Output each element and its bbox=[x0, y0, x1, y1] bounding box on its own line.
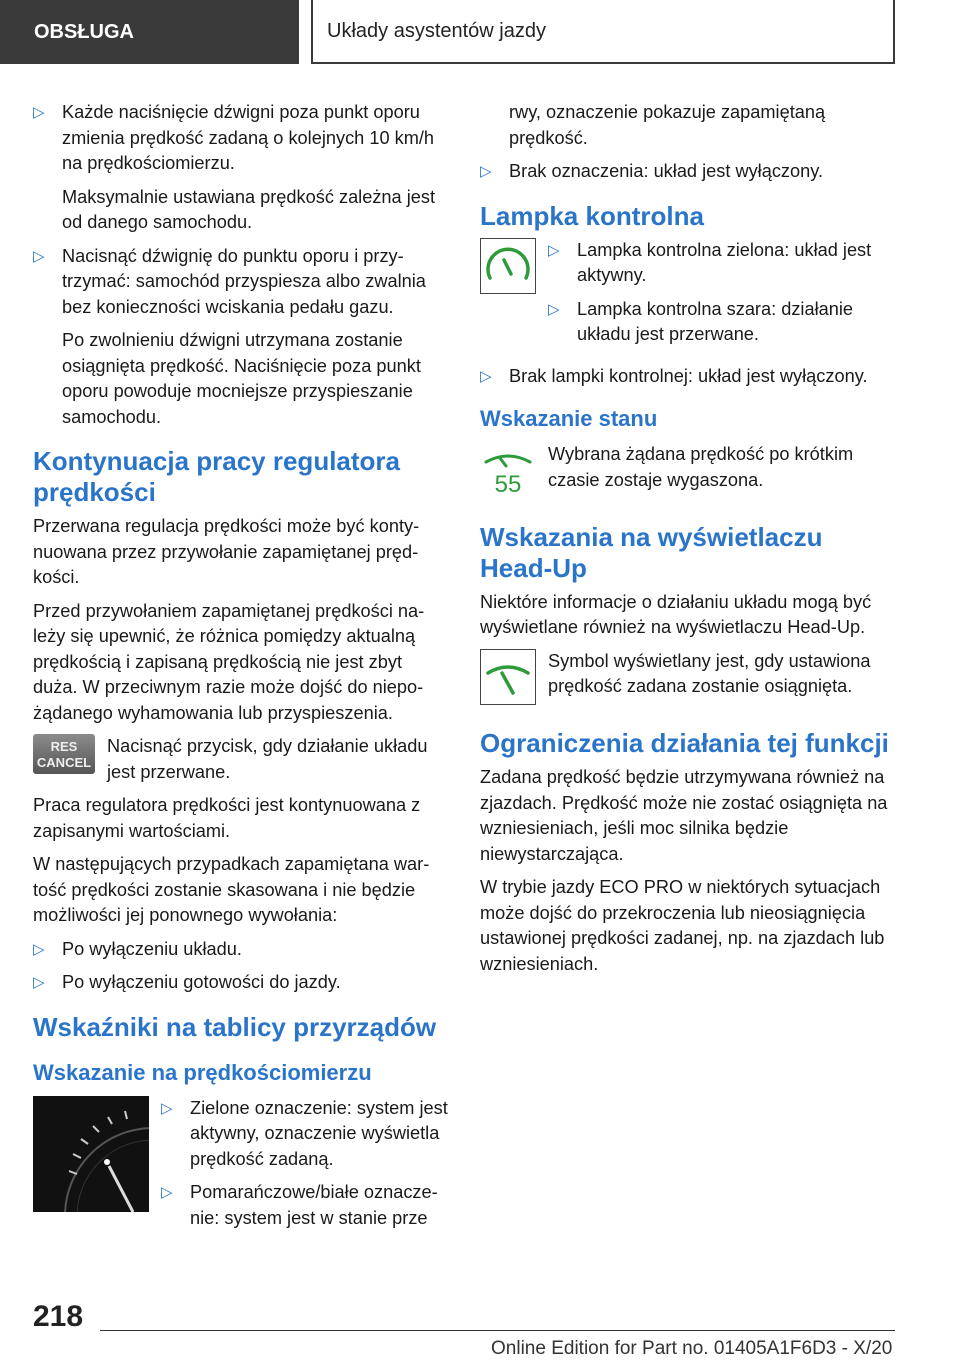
left-column bbox=[33, 100, 449, 1247]
heading-indicator-lamp: Lampka kontrolna bbox=[480, 200, 704, 231]
status-text: Wybrana żądana prędkość po krótkim czasie zostaje wygaszona. bbox=[548, 444, 854, 490]
hud-cruise-icon bbox=[480, 649, 536, 713]
paragraph: Praca regulatora prędkości jest kontynuowana z zapisanymi wartościami. bbox=[33, 795, 421, 841]
list-item: ▷ Brak oznaczenia: układ jest wyłączony. bbox=[480, 159, 900, 185]
speedometer-photo-icon bbox=[33, 1096, 149, 1220]
speedometer-row bbox=[33, 1096, 449, 1240]
footer-edition: Online Edition for Part no. 01405A1F6D3 - X/20 bbox=[491, 1338, 893, 1359]
res-cancel-icon bbox=[33, 734, 95, 782]
bullet-triangle-icon: ▷ bbox=[480, 367, 492, 385]
paragraph: W trybie jazdy ECO PRO w niektórych sytuacjach może dojść do przekroczenia lub nieosiągnięcia ustawionej prędkości zadanej, np. na zjazdach lub wzniesieniach. bbox=[480, 877, 885, 974]
res-cancel-text: Nacisnąć przycisk, gdy działanie układu jest przerwane. bbox=[107, 736, 428, 782]
list-item: ▷ Pomarańczowe/białe oznaczenie: system jest w stanie prze bbox=[161, 1182, 438, 1228]
bullet-triangle-icon: ▷ bbox=[480, 163, 492, 180]
list-item: ▷ Lampka kontrolna zielona: układ jest aktywny. bbox=[548, 239, 872, 285]
heading-hud: Wskazania na wyświetlaczu Head-Up bbox=[480, 521, 823, 583]
list-item: ▷ Każde naciśnięcie dźwigni poza punkt oporu zmienia prędkość zadaną o kolejnych 10 km/h na prędkościomierzu. bbox=[33, 102, 435, 173]
list-item: ▷ Zielone oznaczenie: system jest aktywny, oznaczenie wyświetla prędkość zadaną. bbox=[161, 1097, 448, 1169]
list-item: ▷ Nacisnąć dźwignię do punktu oporu i przytrzymać: samochód przyspiesza albo zwalnia bez konieczności wciskania pedału gazu. bbox=[33, 245, 426, 317]
right-column bbox=[480, 100, 900, 985]
footer-divider bbox=[100, 1330, 895, 1331]
paragraph: Przerwana regulacja prędkości może być kontynuowana przez przywołanie zapamiętanej prędkości. bbox=[33, 516, 420, 587]
heading-speedometer: Wskazanie na prędkościomierzu bbox=[33, 1059, 372, 1085]
bullet-triangle-icon: ▷ bbox=[161, 1184, 173, 1201]
speed-55-label: 55 bbox=[494, 471, 522, 498]
paragraph: Niektóre informacje o działaniu układu mogą być wyświetlane również na wyświetlaczu Head-Up. bbox=[480, 591, 872, 637]
list-item-note: Po zwolnieniu dźwigni utrzymana zostanie osiągnięta prędkość. Naciśnięcie poza punkt oporu powoduje mocniejsze przyspieszanie samochodu. bbox=[62, 330, 421, 427]
heading-continuation: Kontynuacja pracy regulatora prędkości bbox=[33, 446, 400, 507]
list-item: ▷ Po wyłączeniu układu. bbox=[33, 937, 449, 963]
list-item-note: Maksymalnie ustawiana prędkość zależna jest od danego samochodu. bbox=[62, 186, 436, 232]
heading-limits: Ograniczenia działania tej funkcji bbox=[480, 728, 889, 758]
lamp-list bbox=[548, 238, 900, 356]
paragraph: Przed przywołaniem zapamiętanej prędkości należy się upewnić, że różnica pomiędzy aktualną prędkością i zapisaną prędkością nie jest zbyt duża. W przeciwnym razie może dojść do niepożądanego wyhamowania lub przyspieszenia. bbox=[33, 600, 425, 723]
paragraph: Zadana prędkość będzie utrzymywana również na zjazdach. Prędkość może nie zostać osiągnięta na wzniesieniach, jeśli moc silnika będzie niewystarczająca. bbox=[480, 767, 888, 864]
status-row bbox=[480, 442, 900, 506]
list-item: ▷ Lampka kontrolna szara: działanie układu jest przerwane. bbox=[548, 298, 854, 344]
list-item-continuation: rwy, oznaczenie pokazuje zapamiętaną prędkość. bbox=[509, 102, 826, 148]
heading-status: Wskazanie stanu bbox=[480, 406, 658, 431]
bullet-triangle-icon: ▷ bbox=[33, 974, 45, 991]
section-tab: OBSŁUGA bbox=[0, 0, 299, 64]
res-cancel-row bbox=[33, 734, 449, 785]
bullet-triangle-icon: ▷ bbox=[33, 104, 45, 121]
res-icon-line2: CANCEL bbox=[36, 755, 92, 770]
bullet-triangle-icon: ▷ bbox=[33, 247, 45, 265]
speed-55-icon bbox=[480, 442, 536, 506]
bullet-triangle-icon: ▷ bbox=[548, 300, 560, 318]
hud-text: Symbol wyświetlany jest, gdy ustawiona prędkość zadana zostanie osiągnięta. bbox=[548, 650, 871, 696]
paragraph: W następujących przypadkach zapamiętana wartość prędkości zostanie skasowana i nie będzie możliwości jej ponownego wywołania: bbox=[33, 854, 430, 925]
page-number: 218 bbox=[33, 1300, 84, 1333]
heading-indicators: Wskaźniki na tablicy przyrządów bbox=[33, 1011, 437, 1042]
cruise-lamp-green-icon bbox=[480, 238, 536, 302]
res-icon-line1: RES bbox=[50, 739, 78, 754]
bullet-triangle-icon: ▷ bbox=[33, 940, 45, 958]
chapter-title: Układy asystentów jazdy bbox=[311, 0, 895, 64]
bullet-triangle-icon: ▷ bbox=[161, 1099, 173, 1117]
list-item: ▷ Brak lampki kontrolnej: układ jest wyłączony. bbox=[480, 364, 900, 390]
list-item: ▷ Po wyłączeniu gotowości do jazdy. bbox=[33, 970, 449, 996]
hud-row bbox=[480, 649, 900, 713]
lamp-row bbox=[480, 238, 900, 356]
speedometer-list bbox=[161, 1096, 449, 1240]
bullet-triangle-icon: ▷ bbox=[548, 241, 560, 259]
